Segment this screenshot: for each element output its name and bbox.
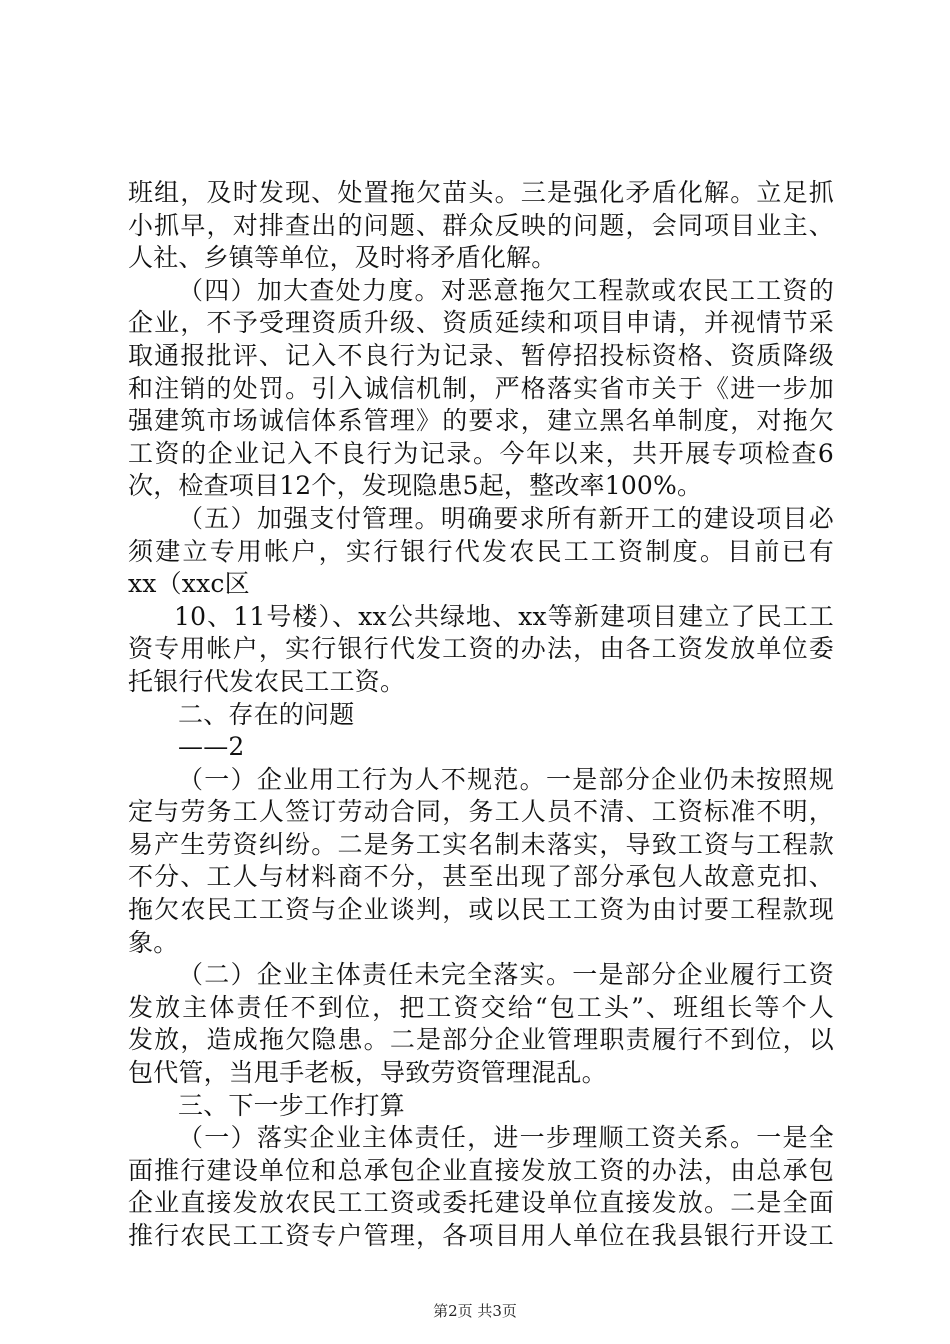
text-line: 资专用帐户，实行银行代发工资的办法，由各工资发放单位委 [128,634,834,664]
text-line: 企业，不予受理资质升级、资质延续和项目申请，并视情节采 [128,308,834,338]
document-body [128,177,834,1253]
section-heading: 二、存在的问题 [178,699,355,729]
text-line: 面推行建设单位和总承包企业直接发放工资的办法，由总承包 [128,1155,834,1185]
text-line: 发放，造成拖欠隐患。二是部分企业管理职责履行不到位，以 [128,1025,834,1055]
page-footer [0,1300,950,1321]
text-line: 推行农民工工资专户管理，各项目用人单位在我县银行开设工 [128,1221,834,1250]
text-line: 定与劳务工人签订劳动合同，务工人员不清、工资标准不明， [128,797,834,827]
text-line: 托银行代发农民工工资。 [128,666,406,696]
text-line: xx（xxc区 [128,569,250,599]
text-line: （一）落实企业主体责任，进一步理顺工资关系。一是全 [178,1123,834,1153]
text-line: 10、11号楼）、xx公共绿地、xx等新建项目建立了民工工 [174,601,834,631]
text-line: 象。 [128,927,179,957]
text-line: （五）加强支付管理。明确要求所有新开工的建设项目必 [178,503,834,533]
text-line: 工资的企业记入不良行为记录。今年以来，共开展专项检查6 [128,438,834,468]
text-line: 班组，及时发现、处置拖欠苗头。三是强化矛盾化解。立足抓 [128,178,834,207]
text-line: 发放主体责任不到位，把工资交给“包工头”、班组长等个人 [128,992,834,1022]
text-line: ——2 [178,732,245,762]
text-line: 拖欠农民工工资与企业谈判，或以民工工资为由讨要工程款现 [128,895,834,925]
text-line: 小抓早，对排查出的问题、群众反映的问题，会同项目业主、 [128,210,834,240]
text-line: （一）企业用工行为人不规范。一是部分企业仍未按照规 [178,764,834,794]
text-line: 次，检查项目12个，发现隐患5起，整改率100%。 [128,471,703,501]
page-number-label: 第2页 共3页 [433,1302,517,1320]
text-line: 企业直接发放农民工工资或委托建设单位直接发放。二是全面 [128,1188,834,1218]
text-line: 不分、工人与材料商不分，甚至出现了部分承包人故意克扣、 [128,862,834,892]
text-line: 易产生劳资纠纷。二是务工实名制未落实，导致工资与工程款 [128,829,834,859]
text-line: 人社、乡镇等单位，及时将矛盾化解。 [128,243,557,273]
text-line: 强建筑市场诚信体系管理》的要求，建立黑名单制度，对拖欠 [128,406,834,436]
text-line: 取通报批评、记入不良行为记录、暂停招投标资格、资质降级 [128,340,834,370]
section-heading: 三、下一步工作打算 [178,1090,405,1120]
text-line: （二）企业主体责任未完全落实。一是部分企业履行工资 [178,960,834,990]
text-line: （四）加大查处力度。对恶意拖欠工程款或农民工工资的 [178,275,834,305]
text-line: 须建立专用帐户，实行银行代发农民工工资制度。目前已有 [128,536,834,566]
text-line: 包代管，当甩手老板，导致劳资管理混乱。 [128,1058,607,1088]
text-line: 和注销的处罚。引入诚信机制，严格落实省市关于《进一步加 [128,373,834,403]
